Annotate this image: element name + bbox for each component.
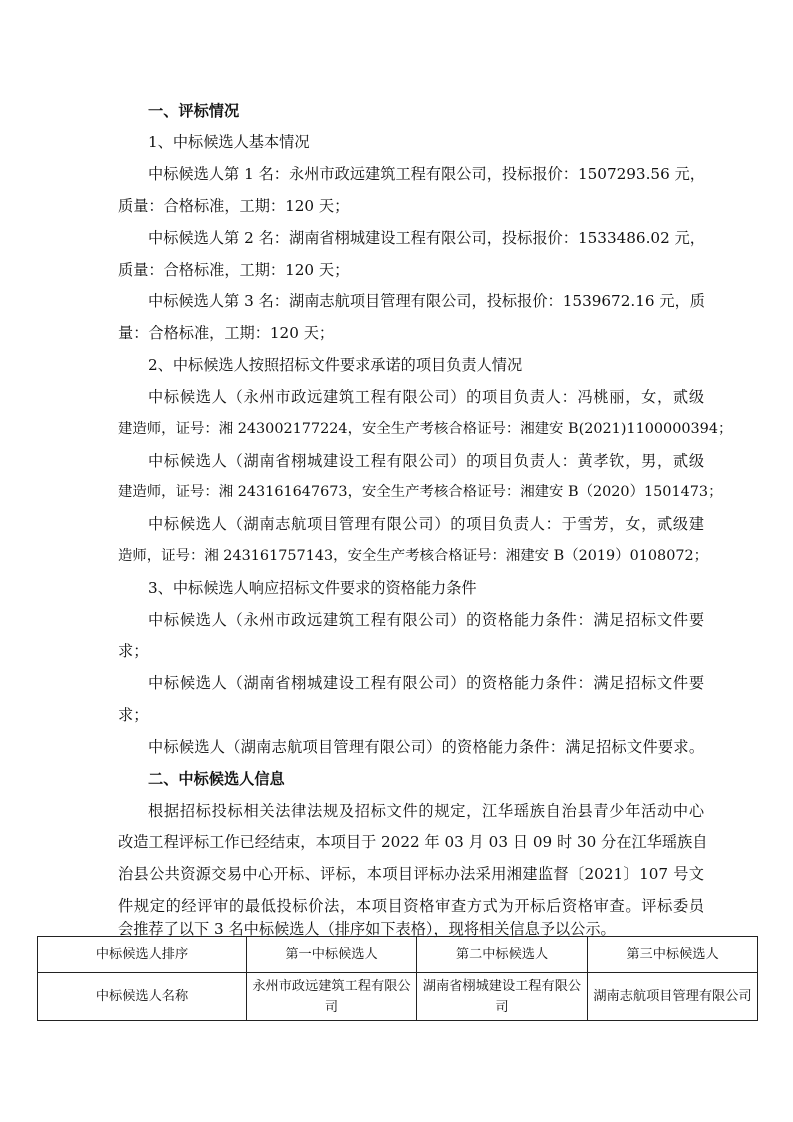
table-header-cell: 第三中标候选人	[588, 937, 758, 973]
subsection3-title: 3、中标候选人响应招标文件要求的资格能力条件	[148, 579, 477, 597]
table-cell-candidate1: 永州市政远建筑工程有限公司	[247, 973, 417, 1021]
section2-para-line3: 治县公共资源交易中心开标、评标，本项目评标办法采用湘建监督〔2021〕107 号文	[118, 865, 704, 883]
subsection1-title: 1、中标候选人基本情况	[148, 133, 310, 151]
table-header-row	[38, 937, 758, 973]
section1-heading: 一、评标情况	[148, 102, 240, 120]
table-row-label: 中标候选人名称	[38, 973, 247, 1021]
condition2-line1: 中标候选人（湖南省栩城建设工程有限公司）的资格能力条件：满足招标文件要	[148, 674, 704, 692]
condition1-line2: 求；	[118, 642, 149, 660]
condition3-line1: 中标候选人（湖南志航项目管理有限公司）的资格能力条件：满足招标文件要求。	[148, 738, 704, 756]
candidate1-line1: 中标候选人第 1 名：永州市政远建筑工程有限公司，投标报价：1507293.56 元，	[148, 165, 705, 183]
section2-para-line4: 件规定的经评审的最低投标价法，本项目资格审查方式为开标后资格审查。评标委员	[118, 897, 704, 915]
table-header-cell: 第二中标候选人	[417, 937, 588, 973]
candidate2-line2: 质量：合格标准，工期：120 天；	[118, 261, 350, 279]
condition1-line1: 中标候选人（永州市政远建筑工程有限公司）的资格能力条件：满足招标文件要	[148, 611, 704, 629]
section2-para-line2: 改造工程评标工作已经结束，本项目于 2022 年 03 月 03 日 09 时 30 分在江华瑶族自	[118, 833, 708, 851]
manager1-line2: 建造师，证号：湘 243002177224，安全生产考核合格证号：湘建安 B(2021)1100000394；	[118, 421, 733, 437]
candidate-table	[37, 936, 758, 1021]
manager3-line2: 造师，证号：湘 243161757143，安全生产考核合格证号：湘建安 B（2019）0108072；	[118, 548, 709, 564]
manager3-line1: 中标候选人（湖南志航项目管理有限公司）的项目负责人：于雪芳，女，贰级建	[148, 515, 704, 533]
candidate3-line1: 中标候选人第 3 名：湖南志航项目管理有限公司，投标报价：1539672.16 元，质	[148, 292, 705, 310]
manager1-line1: 中标候选人（永州市政远建筑工程有限公司）的项目负责人：冯桃丽，女，贰级	[148, 388, 704, 406]
subsection2-title: 2、中标候选人按照招标文件要求承诺的项目负责人情况	[148, 356, 523, 374]
condition2-line2: 求；	[118, 706, 149, 724]
table-header-cell: 第一中标候选人	[247, 937, 417, 973]
section2-heading: 二、中标候选人信息	[148, 770, 285, 788]
manager2-line2: 建造师，证号：湘 243161647673，安全生产考核合格证号：湘建安 B（2020）1501473；	[118, 484, 723, 500]
table-header-cell: 中标候选人排序	[38, 937, 247, 973]
manager2-line1: 中标候选人（湖南省栩城建设工程有限公司）的项目负责人：黄孝钦，男，贰级	[148, 452, 704, 470]
candidate3-line2: 量：合格标准，工期：120 天；	[118, 324, 335, 342]
section2-para-line1: 根据招标投标相关法律法规及招标文件的规定，江华瑶族自治县青少年活动中心	[148, 802, 704, 820]
candidate1-line2: 质量：合格标准，工期：120 天；	[118, 197, 350, 215]
table-cell-candidate2: 湖南省栩城建设工程有限公司	[417, 973, 588, 1021]
candidate2-line1: 中标候选人第 2 名：湖南省栩城建设工程有限公司，投标报价：1533486.02 元，	[148, 229, 705, 247]
section2-para-line5: 会推荐了以下 3 名中标候选人（排序如下表格），现将相关信息予以公示。	[118, 920, 616, 938]
table-cell-candidate3: 湖南志航项目管理有限公司	[588, 973, 758, 1021]
table-row	[38, 973, 758, 1021]
